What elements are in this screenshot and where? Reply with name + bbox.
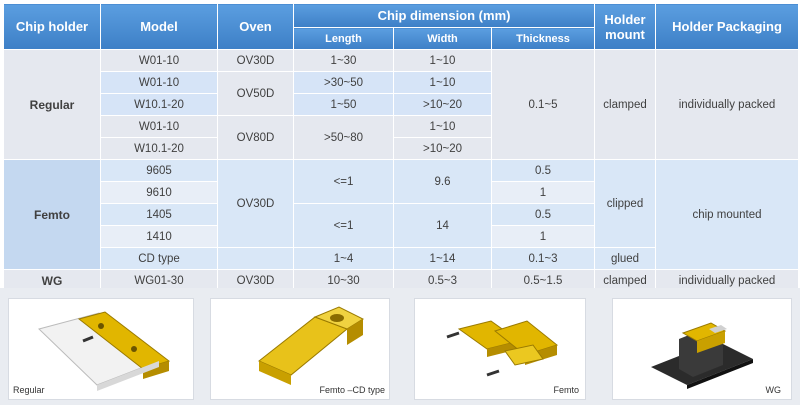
cell-packaging: chip mounted bbox=[656, 160, 799, 270]
cell-width: 1~14 bbox=[394, 248, 492, 270]
cell-length: 1~50 bbox=[294, 94, 394, 116]
photo-caption: Femto bbox=[553, 385, 579, 395]
photo-wg bbox=[612, 298, 792, 400]
table-row bbox=[4, 50, 799, 72]
cell-oven: OV30D bbox=[218, 50, 294, 72]
cell-length: <=1 bbox=[294, 204, 394, 248]
cell-thickness: 1 bbox=[492, 182, 595, 204]
cell-model: 1405 bbox=[101, 204, 218, 226]
cell-thickness: 1 bbox=[492, 226, 595, 248]
cell-model: 9610 bbox=[101, 182, 218, 204]
cell-width: 0.5~3 bbox=[394, 270, 492, 292]
cell-model: CD type bbox=[101, 248, 218, 270]
cell-model: W10.1-20 bbox=[101, 94, 218, 116]
cell-length: <=1 bbox=[294, 160, 394, 204]
photo-femto bbox=[414, 298, 586, 400]
cell-width: 1~10 bbox=[394, 72, 492, 94]
header-model: Model bbox=[101, 4, 218, 50]
header-thickness: Thickness bbox=[492, 28, 595, 50]
header-width: Width bbox=[394, 28, 492, 50]
cell-width: 1~10 bbox=[394, 116, 492, 138]
cell-mount: glued bbox=[595, 248, 656, 270]
cell-model: W01-10 bbox=[101, 72, 218, 94]
cell-thickness: 0.1~3 bbox=[492, 248, 595, 270]
photo-caption: Regular bbox=[13, 385, 45, 395]
header-chip-holder: Chip holder bbox=[4, 4, 101, 50]
cell-oven: OV30D bbox=[218, 160, 294, 248]
cell-width: 14 bbox=[394, 204, 492, 248]
photo-regular bbox=[8, 298, 194, 400]
photo-caption: WG bbox=[765, 385, 781, 395]
cell-mount: clamped bbox=[595, 50, 656, 160]
cell-mount: clipped bbox=[595, 160, 656, 248]
cell-length: 1~30 bbox=[294, 50, 394, 72]
cell-model: WG01-30 bbox=[101, 270, 218, 292]
cell-oven bbox=[218, 248, 294, 270]
cell-model: 9605 bbox=[101, 160, 218, 182]
cell-model: 1410 bbox=[101, 226, 218, 248]
table-row bbox=[4, 160, 799, 182]
cell-model: W01-10 bbox=[101, 50, 218, 72]
cell-width: >10~20 bbox=[394, 94, 492, 116]
cell-length: 10~30 bbox=[294, 270, 394, 292]
cell-thickness: 0.5 bbox=[492, 160, 595, 182]
cell-length: >30~50 bbox=[294, 72, 394, 94]
cell-oven: OV50D bbox=[218, 72, 294, 116]
photo-femto-cd bbox=[210, 298, 390, 400]
photo-caption: Femto –CD type bbox=[319, 385, 385, 395]
cell-mount: clamped bbox=[595, 270, 656, 292]
header-holder-mount: Holder mount bbox=[595, 4, 656, 50]
cell-oven: OV30D bbox=[218, 270, 294, 292]
cell-packaging: individually packed bbox=[656, 50, 799, 160]
cell-thickness: 0.1~5 bbox=[492, 50, 595, 160]
header-length: Length bbox=[294, 28, 394, 50]
cell-oven: OV80D bbox=[218, 116, 294, 160]
header-chip-dimension: Chip dimension (mm) bbox=[294, 4, 595, 28]
header-oven: Oven bbox=[218, 4, 294, 50]
header-holder-packaging: Holder Packaging bbox=[656, 4, 799, 50]
cell-length: 1~4 bbox=[294, 248, 394, 270]
cell-model: W10.1-20 bbox=[101, 138, 218, 160]
group-label-regular: Regular bbox=[4, 50, 101, 160]
group-label-wg: WG bbox=[4, 270, 101, 292]
group-label-femto: Femto bbox=[4, 160, 101, 270]
cell-length: >50~80 bbox=[294, 116, 394, 160]
cell-packaging: individually packed bbox=[656, 270, 799, 292]
cell-width: >10~20 bbox=[394, 138, 492, 160]
cell-width: 9.6 bbox=[394, 160, 492, 204]
cell-width: 1~10 bbox=[394, 50, 492, 72]
chip-holder-spec-table bbox=[3, 3, 799, 292]
cell-thickness: 0.5~1.5 bbox=[492, 270, 595, 292]
cell-thickness: 0.5 bbox=[492, 204, 595, 226]
cell-model: W01-10 bbox=[101, 116, 218, 138]
